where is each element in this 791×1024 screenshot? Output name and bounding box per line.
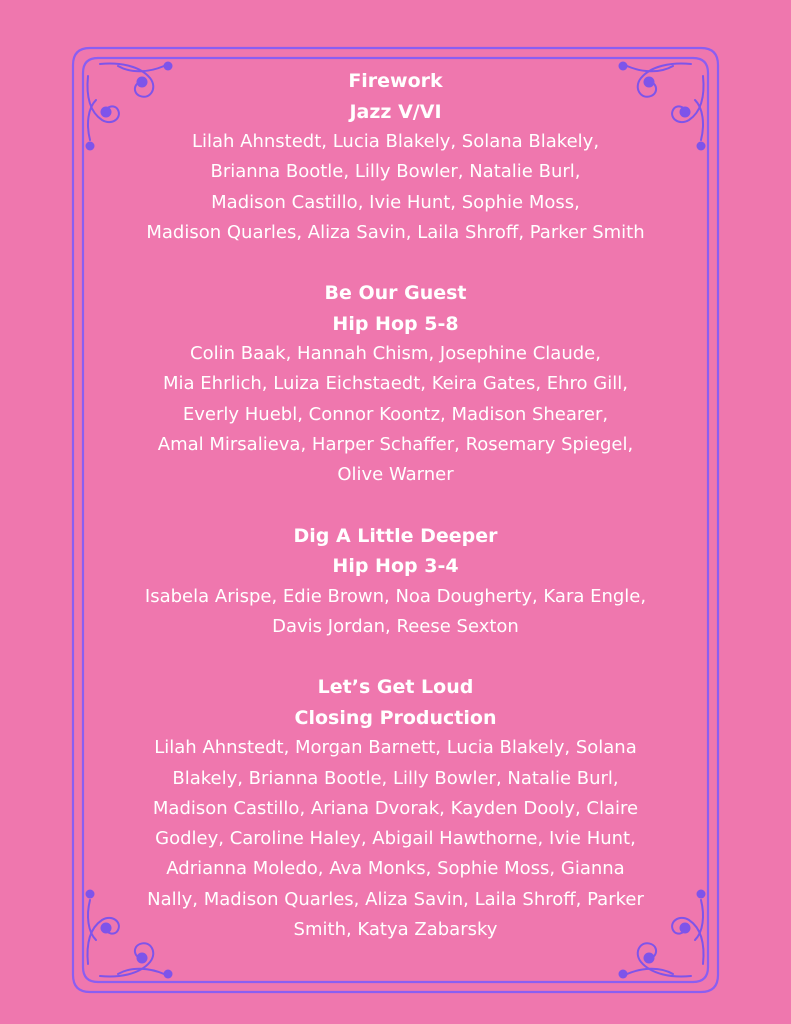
cast-line: Madison Castillo, Ivie Hunt, Sophie Moss, [211,191,580,213]
cast-line: Adrianna Moledo, Ava Monks, Sophie Moss, Gianna [166,858,625,880]
section-title: Dig A Little Deeper [293,524,498,547]
cast-line: Everly Huebl, Connor Koontz, Madison Shearer, [182,403,609,425]
program-content [90,66,701,975]
section-subtitle: Hip Hop 3-4 [332,555,459,578]
program-section-lets-get-loud [90,672,701,945]
section-title: Let’s Get Loud [317,676,474,699]
cast-line: Lilah Ahnstedt, Morgan Barnett, Lucia Blakely, Solana [154,737,637,759]
section-subtitle: Closing Production [294,706,497,729]
section-title: Firework [348,70,443,92]
cast-line: Davis Jordan, Reese Sexton [272,615,519,637]
program-section-be-our-guest [90,278,701,490]
cast-list [90,127,701,248]
cast-line: Brianna Bootle, Lilly Bowler, Natalie Burl, [210,161,581,183]
cast-line: Isabela Arispe, Edie Brown, Noa Dougherty, Kara Engle, [144,585,647,607]
cast-line: Amal Mirsalieva, Harper Schaffer, Rosemary Spiegel, [157,434,634,456]
cast-line: Madison Quarles, Aliza Savin, Laila Shroff, Parker Smith [146,221,645,243]
cast-list [90,339,701,490]
section-subtitle: Jazz V/VI [349,100,442,123]
cast-line: Olive Warner [337,464,454,486]
section-title: Be Our Guest [324,282,467,305]
cast-list [90,582,701,643]
program-section-dig-a-little-deeper [90,521,701,643]
cast-line: Nally, Madison Quarles, Aliza Savin, Laila Shroff, Parker [147,888,644,910]
cast-line: Mia Ehrlich, Luiza Eichstaedt, Keira Gates, Ehro Gill, [163,373,628,395]
cast-line: Madison Castillo, Ariana Dvorak, Kayden Dooly, Claire [152,797,639,819]
program-section-firework [90,66,701,248]
cast-list [90,733,701,945]
cast-line: Smith, Katya Zabarsky [293,919,498,941]
cast-line: Godley, Caroline Haley, Abigail Hawthorne, Ivie Hunt, [155,828,636,850]
cast-line: Colin Baak, Hannah Chism, Josephine Claude, [190,343,601,365]
cast-line: Lilah Ahnstedt, Lucia Blakely, Solana Blakely, [191,131,600,152]
cast-line: Blakely, Brianna Bootle, Lilly Bowler, Natalie Burl, [172,767,619,789]
section-subtitle: Hip Hop 5-8 [332,312,459,335]
